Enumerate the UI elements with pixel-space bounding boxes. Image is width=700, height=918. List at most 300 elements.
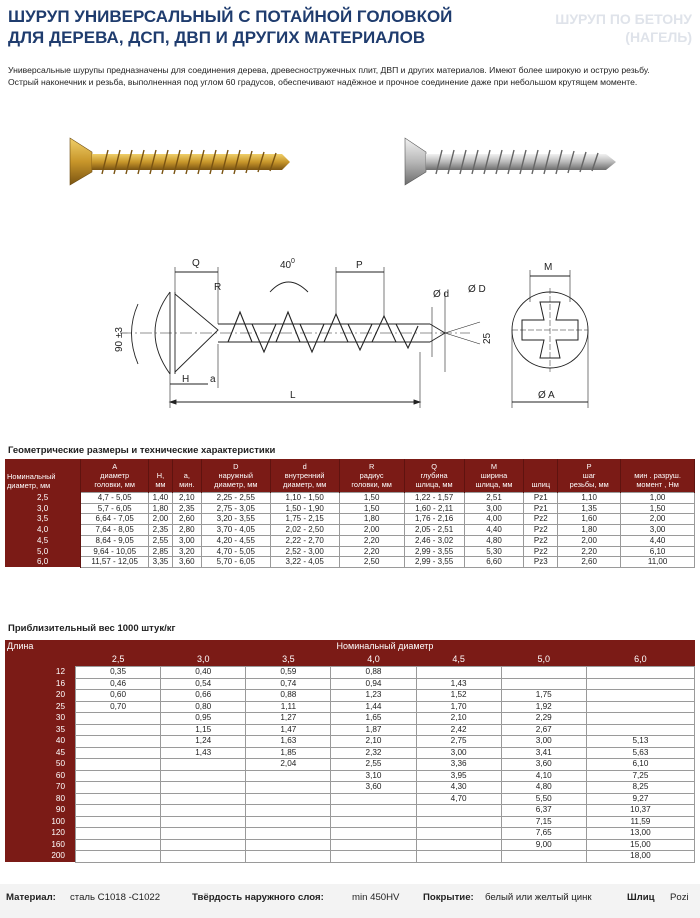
specs-header-cell <box>172 459 201 493</box>
specs-cell: 1,10 - 1,50 <box>270 493 339 504</box>
weights-cell: 3,00 <box>501 736 586 748</box>
specs-cell: 6,10 <box>621 546 695 557</box>
specs-header-line: диаметр, мм <box>214 480 258 489</box>
weights-cell <box>586 690 694 702</box>
specs-header-line: D <box>233 462 239 471</box>
weights-cell <box>161 828 246 840</box>
specs-cell: 2,00 <box>149 514 173 525</box>
weights-cell <box>246 816 331 828</box>
weights-cell: 0,59 <box>246 667 331 679</box>
specs-row <box>5 546 695 557</box>
specs-cell: 4,20 - 4,55 <box>201 535 270 546</box>
specs-cell: 6,60 <box>464 557 524 568</box>
label-r: R <box>214 282 222 293</box>
specs-cell: 2,20 <box>339 535 404 546</box>
weights-cell: 1,43 <box>161 747 246 759</box>
specs-cell: 2,50 <box>339 557 404 568</box>
weights-cell <box>76 747 161 759</box>
weights-cell: 1,23 <box>331 690 416 702</box>
weights-cell: 10,37 <box>586 805 694 817</box>
weights-cell: 13,00 <box>586 828 694 840</box>
specs-cell: 1,60 - 2,11 <box>404 503 464 514</box>
material-value: сталь С1018 -С1022 <box>70 892 161 903</box>
specs-header-line: внутренний <box>284 471 325 480</box>
weights-cell: 0,88 <box>331 667 416 679</box>
footer-bar <box>0 884 700 918</box>
slot-label: Шлиц <box>627 892 655 903</box>
specs-cell: 1,80 <box>558 525 621 536</box>
weights-cell: 1,87 <box>331 724 416 736</box>
weights-cell: 0,46 <box>76 678 161 690</box>
section-weights-title: Приблизительный вес 1000 штук/кг <box>8 623 176 634</box>
specs-cell: Pz2 <box>524 514 558 525</box>
specs-cell: 2,00 <box>558 535 621 546</box>
specs-row-diameter: 3,5 <box>5 514 81 525</box>
specs-cell: 2,22 - 2,70 <box>270 535 339 546</box>
weights-cell: 2,42 <box>416 724 501 736</box>
weights-cell: 3,36 <box>416 759 501 771</box>
weights-cell <box>161 770 246 782</box>
weights-row <box>5 805 695 817</box>
weights-cell: 3,60 <box>331 782 416 794</box>
weights-cell <box>161 839 246 851</box>
specs-cell: 9,64 - 10,05 <box>81 546 149 557</box>
specs-cell: 4,40 <box>464 525 524 536</box>
weights-cell <box>416 851 501 863</box>
specs-cell: 3,60 <box>172 557 201 568</box>
weights-row <box>5 839 695 851</box>
specs-header-cell <box>339 459 404 493</box>
weights-row-length: 16 <box>5 678 76 690</box>
weights-cell <box>76 793 161 805</box>
title-line-2: ДЛЯ ДЕРЕВА, ДСП, ДВП И ДРУГИХ МАТЕРИАЛОВ <box>8 28 426 47</box>
weights-body <box>5 667 695 863</box>
weights-cell <box>331 816 416 828</box>
specs-cell: 2,05 - 2,51 <box>404 525 464 536</box>
specs-header-line: резьбы, мм <box>569 480 609 489</box>
weights-row <box>5 747 695 759</box>
weights-cell <box>76 851 161 863</box>
specs-cell: 1,50 <box>339 503 404 514</box>
specs-header-line: диаметр <box>100 471 130 480</box>
weights-cell <box>161 816 246 828</box>
specs-cell: 3,20 <box>172 546 201 557</box>
specs-header-cell <box>270 459 339 493</box>
weights-row <box>5 701 695 713</box>
ghost-heading <box>502 10 692 46</box>
specs-row <box>5 493 695 504</box>
weights-cell <box>331 851 416 863</box>
specs-header-line: Номинальный <box>7 471 56 481</box>
weights-cell: 2,32 <box>331 747 416 759</box>
weights-cell <box>246 782 331 794</box>
specs-cell: 2,80 <box>172 525 201 536</box>
weights-cell: 1,85 <box>246 747 331 759</box>
coating-value: белый или желтый цинк <box>485 892 592 903</box>
specs-header-line: головки, мм <box>351 480 392 489</box>
weights-cell <box>161 851 246 863</box>
weights-row-length: 40 <box>5 736 76 748</box>
weights-cell: 2,29 <box>501 713 586 725</box>
specs-header-cell <box>149 459 173 493</box>
label-d-big: Ø D <box>468 284 486 295</box>
weights-cell <box>501 678 586 690</box>
weights-cell: 2,04 <box>246 759 331 771</box>
screw-photos <box>60 130 660 200</box>
weights-row-length: 100 <box>5 816 76 828</box>
specs-row-diameter: 6,0 <box>5 557 81 568</box>
weights-row <box>5 736 695 748</box>
specs-row <box>5 535 695 546</box>
weights-cell: 11,59 <box>586 816 694 828</box>
specs-cell: 1,76 - 2,16 <box>404 514 464 525</box>
specs-cell: 8,64 - 9,05 <box>81 535 149 546</box>
specs-cell: 3,22 - 4,05 <box>270 557 339 568</box>
weights-row <box>5 793 695 805</box>
weights-cell <box>161 805 246 817</box>
specs-header-cell <box>201 459 270 493</box>
weights-diameter-header: 2,5 <box>76 653 161 667</box>
specs-cell: 1,50 <box>339 493 404 504</box>
specs-header-line: H, <box>156 471 165 480</box>
specs-cell: 2,99 - 3,55 <box>404 546 464 557</box>
footer-material <box>6 892 56 903</box>
specs-cell: Pz2 <box>524 525 558 536</box>
specs-header-cell <box>524 459 558 493</box>
weights-cell: 0,70 <box>76 701 161 713</box>
weights-cell: 4,30 <box>416 782 501 794</box>
weights-cell: 0,94 <box>331 678 416 690</box>
weights-cell: 4,10 <box>501 770 586 782</box>
specs-header-line: шлица, мм <box>415 480 453 489</box>
weights-cell <box>331 839 416 851</box>
weights-cell <box>331 805 416 817</box>
weights-cell <box>501 667 586 679</box>
weights-row-length: 200 <box>5 851 76 863</box>
weights-cell <box>76 770 161 782</box>
weights-cell: 4,70 <box>416 793 501 805</box>
intro-line-1: Универсальные шурупы предназначены для соединения дерева, древесностружечных плит, ДВП и других материалов. Имеют более широкую и острую резьбу. <box>8 65 650 75</box>
weights-cell: 0,54 <box>161 678 246 690</box>
hardness-value: min 450HV <box>352 892 400 903</box>
specs-cell: 2,35 <box>172 503 201 514</box>
specs-header-line: мин . разруш. <box>634 471 681 480</box>
weights-cell: 5,13 <box>586 736 694 748</box>
specs-header-line: момент , Нм <box>636 480 679 489</box>
label-p: P <box>356 260 363 271</box>
weights-cell: 2,67 <box>501 724 586 736</box>
weights-cell <box>246 828 331 840</box>
weights-diameter-header: 3,0 <box>161 653 246 667</box>
weights-row <box>5 759 695 771</box>
weights-row-length: 12 <box>5 667 76 679</box>
weights-row-length: 50 <box>5 759 76 771</box>
specs-row-diameter: 4,0 <box>5 525 81 536</box>
specs-row <box>5 557 695 568</box>
coating-label: Покрытие: <box>423 892 474 903</box>
weights-cell <box>76 713 161 725</box>
weights-cell: 1,65 <box>331 713 416 725</box>
specs-header-line: R <box>368 462 375 471</box>
title-line-1: ШУРУП УНИВЕРСАЛЬНЫЙ С ПОТАЙНОЙ ГОЛОВКОЙ <box>8 7 453 26</box>
specs-cell: 4,70 - 5,05 <box>201 546 270 557</box>
specs-cell: Pz1 <box>524 493 558 504</box>
label-angle25: 25 <box>482 332 493 344</box>
weights-cell: 7,65 <box>501 828 586 840</box>
specs-cell: 2,99 - 3,55 <box>404 557 464 568</box>
material-label: Материал: <box>6 892 56 903</box>
intro-line-2: Острый наконечник и резьба, выполненная под углом 60 градусов, обеспечивают надёжное и прочное соединение даже при небольшом крутящем моменте. <box>8 77 638 87</box>
label-angle40: 40 <box>280 260 292 271</box>
technical-drawing <box>100 252 610 417</box>
weights-cell <box>76 782 161 794</box>
weights-row-length: 70 <box>5 782 76 794</box>
label-d-small: Ø d <box>433 289 450 300</box>
weights-row <box>5 713 695 725</box>
specs-cell: 3,20 - 3,55 <box>201 514 270 525</box>
weights-header-blank <box>5 653 76 667</box>
label-l: L <box>290 390 296 401</box>
specs-cell: 3,00 <box>172 535 201 546</box>
weights-cell: 1,27 <box>246 713 331 725</box>
specs-cell: 2,55 <box>149 535 173 546</box>
specs-header-line: мин. <box>179 480 195 489</box>
weights-cell: 18,00 <box>586 851 694 863</box>
weights-cell <box>161 793 246 805</box>
specs-cell: 2,46 - 3,02 <box>404 535 464 546</box>
label-q: Q <box>192 258 200 269</box>
label-a: a <box>210 374 216 385</box>
weights-row <box>5 724 695 736</box>
specs-cell: Pz3 <box>524 557 558 568</box>
specs-row-diameter: 2,5 <box>5 493 81 504</box>
weights-cell <box>76 724 161 736</box>
weights-cell: 3,41 <box>501 747 586 759</box>
weights-cell <box>416 816 501 828</box>
weights-cell <box>246 839 331 851</box>
specs-cell: 2,00 <box>339 525 404 536</box>
weights-cell: 9,00 <box>501 839 586 851</box>
specs-cell: 11,00 <box>621 557 695 568</box>
specs-header-cell <box>404 459 464 493</box>
section-specs-title: Геометрические размеры и технические характеристики <box>8 445 276 456</box>
specs-header-line: шлица, мм <box>475 480 513 489</box>
weights-row-length: 25 <box>5 701 76 713</box>
specs-cell: 3,00 <box>464 503 524 514</box>
weights-cell: 1,70 <box>416 701 501 713</box>
footer-slot <box>627 892 655 903</box>
weights-cell: 1,15 <box>161 724 246 736</box>
weights-row <box>5 828 695 840</box>
weights-cell <box>246 793 331 805</box>
weights-row <box>5 782 695 794</box>
specs-cell: 1,60 <box>558 514 621 525</box>
weights-row-length: 60 <box>5 770 76 782</box>
weights-cell <box>586 667 694 679</box>
specs-cell: 2,20 <box>339 546 404 557</box>
weights-cell: 2,10 <box>331 736 416 748</box>
weights-cell <box>161 759 246 771</box>
weights-cell: 1,24 <box>161 736 246 748</box>
weights-cell: 1,47 <box>246 724 331 736</box>
weights-cell: 6,37 <box>501 805 586 817</box>
specs-cell: 6,64 - 7,05 <box>81 514 149 525</box>
specs-header-line: головки, мм <box>94 480 135 489</box>
weights-cell <box>246 851 331 863</box>
weights-cell <box>76 828 161 840</box>
weights-diameter-header: 4,0 <box>331 653 416 667</box>
specs-header-line: Q <box>431 462 437 471</box>
weights-cell <box>586 678 694 690</box>
weights-row-length: 30 <box>5 713 76 725</box>
weights-cell <box>416 828 501 840</box>
weights-cell: 5,63 <box>586 747 694 759</box>
weights-row <box>5 690 695 702</box>
weights-row <box>5 770 695 782</box>
weights-cell: 3,95 <box>416 770 501 782</box>
label-a-diam: Ø A <box>538 390 555 401</box>
specs-cell: 1,50 - 1,90 <box>270 503 339 514</box>
weights-cell <box>586 724 694 736</box>
weights-cell: 3,60 <box>501 759 586 771</box>
weights-cell: 9,27 <box>586 793 694 805</box>
label-deg-40: 0 <box>291 258 295 265</box>
weights-cell: 0,88 <box>246 690 331 702</box>
specs-table <box>5 459 695 568</box>
page-title <box>8 6 488 48</box>
specs-cell: 4,40 <box>621 535 695 546</box>
footer-hardness <box>192 892 324 903</box>
weights-cell <box>76 805 161 817</box>
label-m: M <box>544 262 553 273</box>
specs-cell: 1,00 <box>621 493 695 504</box>
specs-cell: 7,64 - 8,05 <box>81 525 149 536</box>
weights-cell: 1,52 <box>416 690 501 702</box>
weights-row <box>5 816 695 828</box>
specs-row <box>5 503 695 514</box>
weights-cell: 3,10 <box>331 770 416 782</box>
specs-header-row <box>5 459 695 493</box>
specs-cell: 1,50 <box>621 503 695 514</box>
specs-cell: 3,00 <box>621 525 695 536</box>
weights-cell: 2,10 <box>416 713 501 725</box>
specs-cell: 5,70 - 6,05 <box>201 557 270 568</box>
weights-row-length: 20 <box>5 690 76 702</box>
specs-cell: 4,7 - 5,05 <box>81 493 149 504</box>
weights-row-length: 80 <box>5 793 76 805</box>
weights-cell: 1,63 <box>246 736 331 748</box>
weights-row-length: 120 <box>5 828 76 840</box>
weights-diameter-header: 4,5 <box>416 653 501 667</box>
weights-cell: 4,80 <box>501 782 586 794</box>
specs-row <box>5 514 695 525</box>
specs-header-line: наружный <box>218 471 253 480</box>
weights-header-row-2 <box>5 653 695 667</box>
weights-row <box>5 667 695 679</box>
weights-cell <box>416 839 501 851</box>
specs-header-line: радиус <box>359 471 384 480</box>
weights-cell: 0,40 <box>161 667 246 679</box>
specs-cell: 2,10 <box>172 493 201 504</box>
specs-cell: 1,75 - 2,15 <box>270 514 339 525</box>
specs-cell: 2,25 - 2,55 <box>201 493 270 504</box>
weights-cell <box>246 805 331 817</box>
weights-cell <box>76 816 161 828</box>
weights-cell <box>586 701 694 713</box>
weights-cell <box>501 851 586 863</box>
weights-cell: 0,74 <box>246 678 331 690</box>
specs-row <box>5 525 695 536</box>
specs-cell: 1,22 - 1,57 <box>404 493 464 504</box>
weights-cell: 1,44 <box>331 701 416 713</box>
gold-screw-image <box>70 138 290 185</box>
weights-cell <box>246 770 331 782</box>
specs-row-diameter: 5,0 <box>5 546 81 557</box>
specs-cell: 2,85 <box>149 546 173 557</box>
specs-header-cell <box>621 459 695 493</box>
weights-row <box>5 851 695 863</box>
weights-cell <box>416 805 501 817</box>
specs-header-line: P <box>586 462 592 471</box>
weights-cell: 0,66 <box>161 690 246 702</box>
weights-group-label: Номинальный диаметр <box>76 640 695 653</box>
specs-cell: Pz2 <box>524 546 558 557</box>
weights-cell: 1,43 <box>416 678 501 690</box>
specs-cell: 2,20 <box>558 546 621 557</box>
specs-header-line: A <box>112 462 118 471</box>
specs-cell: 4,00 <box>464 514 524 525</box>
weights-cell: 1,11 <box>246 701 331 713</box>
label-h: H <box>182 374 190 385</box>
weights-cell: 1,92 <box>501 701 586 713</box>
weights-cell <box>76 839 161 851</box>
specs-header-line: мм <box>155 480 166 489</box>
weights-cell: 5,50 <box>501 793 586 805</box>
weights-cell: 8,25 <box>586 782 694 794</box>
weights-cell: 0,60 <box>76 690 161 702</box>
weights-cell <box>416 667 501 679</box>
specs-cell: Pz1 <box>524 503 558 514</box>
specs-cell: 1,40 <box>149 493 173 504</box>
specs-cell: 11,57 - 12,05 <box>81 557 149 568</box>
specs-cell: 1,80 <box>339 514 404 525</box>
weights-cell <box>76 736 161 748</box>
weights-cell: 7,25 <box>586 770 694 782</box>
specs-header-line: шаг <box>582 471 596 480</box>
label-angle90: 90 ±3 <box>114 327 125 352</box>
weights-corner-label: Длина <box>5 640 76 653</box>
specs-header-line: диаметр, мм <box>7 480 51 490</box>
weights-row-length: 45 <box>5 747 76 759</box>
intro-text <box>8 64 668 88</box>
weights-row <box>5 678 695 690</box>
specs-cell: 2,75 - 3,05 <box>201 503 270 514</box>
weights-row-length: 90 <box>5 805 76 817</box>
weights-cell <box>331 793 416 805</box>
weights-cell: 0,80 <box>161 701 246 713</box>
specs-header-line: M <box>490 462 498 471</box>
weights-cell: 0,95 <box>161 713 246 725</box>
specs-header-cell <box>464 459 524 493</box>
specs-header-cell <box>558 459 621 493</box>
weights-cell: 6,10 <box>586 759 694 771</box>
specs-header-line: шлиц <box>531 480 551 489</box>
weights-header-row-1 <box>5 640 695 653</box>
specs-cell: 2,00 <box>621 514 695 525</box>
specs-cell: 2,35 <box>149 525 173 536</box>
specs-cell: 3,35 <box>149 557 173 568</box>
specs-header-cell <box>81 459 149 493</box>
